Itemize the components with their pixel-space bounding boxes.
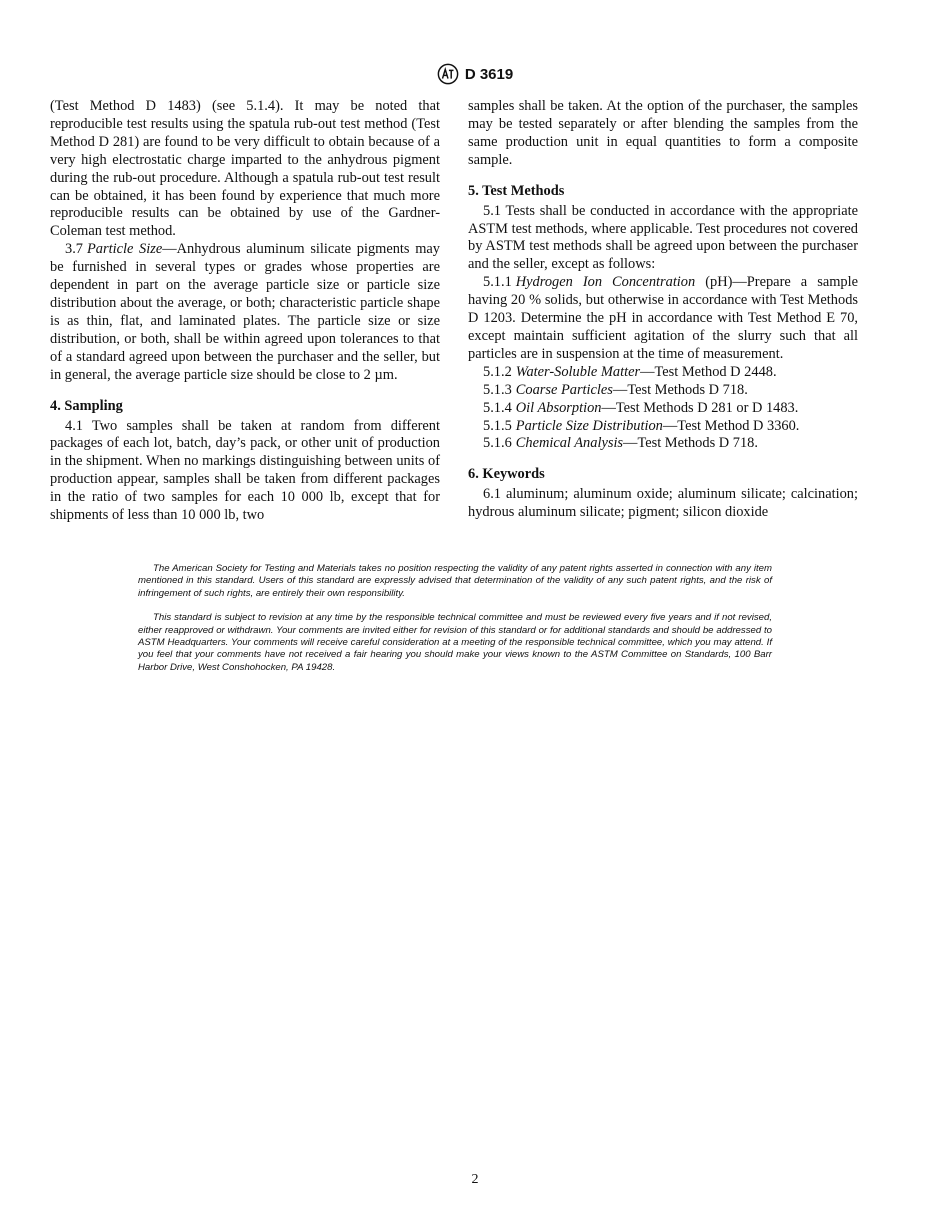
paragraph-continuation: samples shall be taken. At the option of the purchaser, the samples may be tested separately or after blending the samples from the same production unit in equal quantities to form a composite sample. — [468, 98, 858, 168]
clause-number: 5.1.1 — [483, 274, 512, 291]
paragraph-5-1-1 — [468, 274, 858, 364]
clause-number: 5.1.4 — [483, 399, 512, 416]
revision-notice: This standard is subject to revision at any time by the responsible technical committee and must be reviewed every five years and if not revised, either reapproved or withdrawn. Your comments are invited either for revision of this standard or for additional standards and should be addressed to ASTM Headquarters. Your comments will receive careful consideration at a meeting of the responsible technical committee, which you may attend. If you feel that your comments have not received a fair hearing you should make your views known to the ASTM Committee on Standards, 100 Barr Harbor Drive, West Conshohocken, PA 19428. — [138, 612, 772, 673]
clause-number: 5.1.5 — [483, 417, 512, 434]
paragraph-5-1-5 — [468, 418, 858, 436]
clause-term: Hydrogen Ion Concentration — [515, 274, 696, 291]
paragraph-5-1-6 — [468, 435, 858, 453]
clause-text: —Test Methods D 718. — [623, 435, 758, 452]
clause-text: —Test Methods D 718. — [612, 381, 748, 398]
patent-notice: The American Society for Testing and Materials takes no position respecting the validity of any patent rights asserted in connection with any item mentioned in this standard. Users of this standard are expressly advised that determination of the validity of any such patent rights, and the risk of infringement of such rights, are entirely their own responsibility. — [138, 563, 772, 599]
section-heading-sampling: 4. Sampling — [50, 397, 123, 414]
astm-logo-icon — [437, 63, 459, 85]
paragraph-3-7 — [50, 241, 440, 384]
paragraph-4-1: 4.1 Two samples shall be taken at random from different packages of each lot, batch, day’s pack, or other unit of production in the shipment. When no markings distinguishing between units of production appear, samples shall be taken from different packages in the ratio of two samples for each 10 000 lb, except that for shipments of less than 10 000 lb, two — [50, 417, 440, 524]
clause-number: 5.1.6 — [483, 435, 512, 452]
paragraph-5-1-4 — [468, 400, 858, 418]
footnotes — [138, 563, 772, 686]
clause-term: Chemical Analysis — [515, 435, 624, 452]
section-heading-test-methods: 5. Test Methods — [468, 182, 565, 199]
left-column — [50, 98, 440, 525]
right-column — [468, 98, 858, 522]
clause-text: —Test Method D 2448. — [640, 363, 777, 380]
page-number: 2 — [471, 1172, 479, 1187]
page-header — [0, 63, 950, 85]
section-heading-keywords: 6. Keywords — [468, 466, 545, 483]
paragraph-5-1-2 — [468, 364, 858, 382]
paragraph-continuation: (Test Method D 1483) (see 5.1.4). It may be noted that reproducible test results using the spatula rub-out test method (Test Method D 281) are found to be very difficult to obtain because of a very high electrostatic charge imparted to the anhydrous pigment during the rub-out procedure. Although a spatula rub-out test result can be obtained, it has been found by experience that much more reproducible results can be obtained by use of the Gardner-Coleman test method. — [50, 98, 440, 240]
clause-number: 5.1.2 — [483, 363, 512, 380]
clause-text: —Test Methods D 281 or D 1483. — [601, 399, 799, 416]
clause-text: (pH)—Prepare a sample having 20 % solids, but otherwise in accordance with Test Methods D 1203. Determine the pH in accordance with Test Method E 70, except maintain sufficient agitation of the slurry such that all particles are in suspension at the time of measurement. — [468, 274, 858, 362]
clause-term: Coarse Particles — [515, 381, 613, 398]
clause-text: —Anhydrous aluminum silicate pigments may be furnished in several types or grades whose properties are dependent in part on the average particle size or particle size distribution about the average, or both; characteristic particle shape is as thin, flat, and laminated plates. The particle size or size distribution, or both, shall be within agreed upon tolerances to that of a standard agreed upon between the purchaser and the seller, but in general, the average particle size should be close to 2 µm. — [50, 241, 440, 383]
clause-term: Particle Size — [87, 241, 163, 258]
paragraph-5-1: 5.1 Tests shall be conducted in accordance with the appropriate ASTM test methods, where applicable. Test procedures not covered by ASTM test methods shall be agreed upon between the purchaser and the seller, except as follows: — [468, 202, 858, 273]
paragraph-5-1-3 — [468, 382, 858, 400]
clause-term: Particle Size Distribution — [515, 417, 663, 434]
clause-number: 5.1.3 — [483, 381, 512, 398]
standard-designation: D 3619 — [464, 65, 514, 83]
clause-term: Water-Soluble Matter — [515, 363, 641, 380]
paragraph-6-1: 6.1 aluminum; aluminum oxide; aluminum silicate; calcination; hydrous aluminum silicate; pigment; silicon dioxide — [468, 486, 858, 521]
clause-text: —Test Method D 3360. — [662, 417, 800, 434]
clause-number: 3.7 — [65, 241, 83, 258]
clause-term: Oil Absorption — [515, 399, 602, 416]
